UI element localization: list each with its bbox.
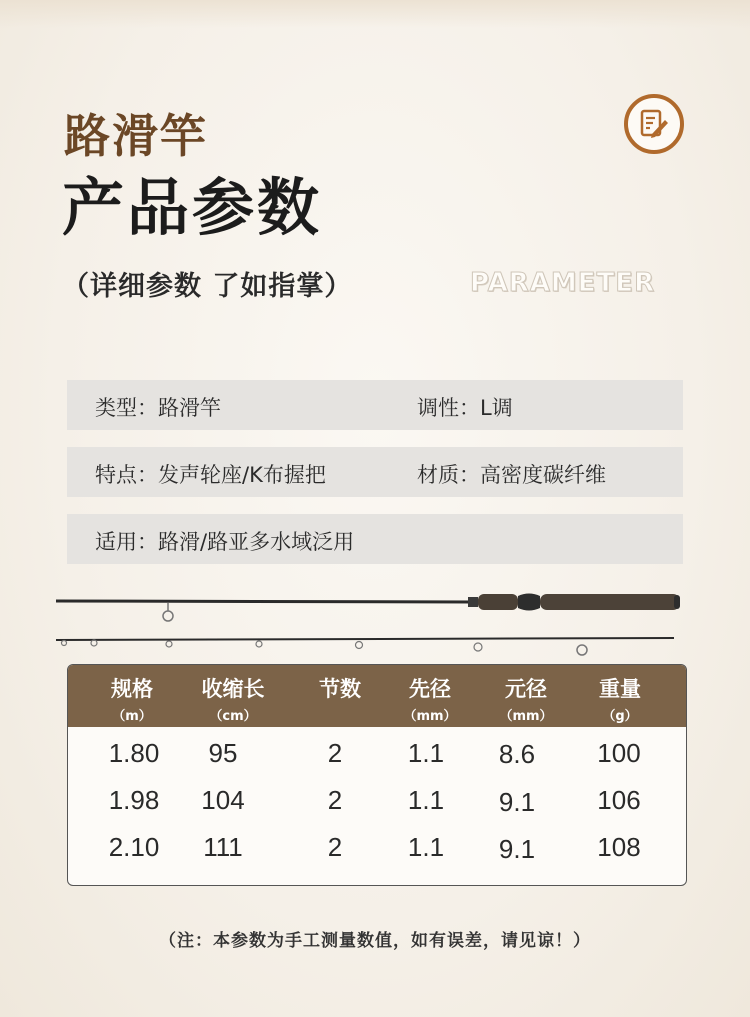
table-cell: 111 [203,832,243,862]
spec-material: 材质：高密度碳纤维 [417,463,606,487]
spec-type: 类型：路滑竿 [95,396,221,420]
table-cell: 95 [208,738,238,768]
col-header-tip-diameter: 先径 （mm） [403,677,457,724]
spec-features: 特点：发声轮座/K布握把 [95,463,326,487]
table-cell: 108 [597,832,641,862]
table-cell: 9.1 [498,787,536,817]
spec-row-1 [67,380,683,430]
table-cell: 1.98 [108,785,160,815]
table-cell: 106 [597,785,641,815]
table-cell: 9.1 [498,834,536,864]
spec-action: 调性：L调 [417,396,513,420]
page-title: 产品参数 [62,171,323,244]
top-decor-band [0,0,750,28]
parameter-watermark: PARAMETER [470,268,656,298]
col-header-sections: 节数 [319,677,361,701]
spec-row-2 [67,447,683,497]
product-type-title: 路滑竿 [64,109,208,163]
table-cell: 1.1 [407,832,445,862]
fishing-rod-image [54,580,684,660]
table-header [68,665,687,727]
col-header-length: 规格 （m） [111,677,153,724]
subtitle: （详细参数 了如指掌） [62,271,353,302]
table-cell: 2 [327,738,343,768]
spec-usage: 适用：路滑/路亚多水域泛用 [95,530,355,554]
table-cell: 2.10 [108,832,160,862]
edit-note-icon [624,94,684,154]
table-cell: 1.1 [407,785,445,815]
col-header-butt-diameter: 元径 （mm） [499,677,553,724]
col-header-closed-length: 收缩长 （cm） [201,677,265,724]
spec-table [67,664,687,886]
table-cell: 2 [327,832,343,862]
table-cell: 104 [201,785,245,815]
spec-row-3 [67,514,683,564]
table-cell: 1.80 [108,738,160,768]
table-cell: 1.1 [407,738,445,768]
table-cell: 8.6 [498,739,536,769]
col-header-weight: 重量 （g） [599,677,641,724]
footnote: （注：本参数为手工测量数值，如有误差，请见谅！） [159,931,591,951]
table-cell: 100 [597,738,641,768]
table-cell: 2 [327,785,343,815]
